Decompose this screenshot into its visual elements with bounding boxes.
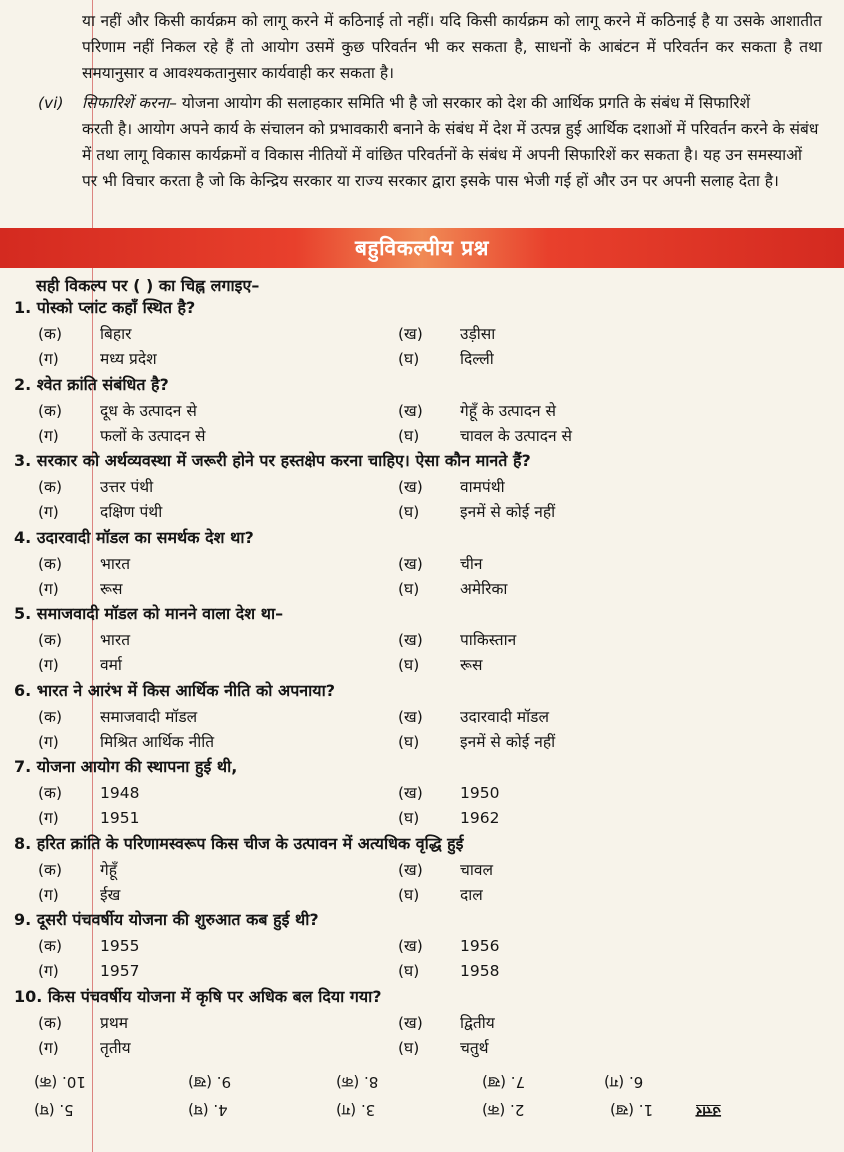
option-label: (ग) (38, 1039, 59, 1057)
option-text: उदारवादी मॉडल (460, 708, 549, 726)
option-text: गेहूँ (100, 861, 117, 879)
option-text: अमेरिका (460, 580, 508, 598)
option-c (38, 424, 206, 446)
option-text: समाजवादी मॉडल (100, 708, 198, 726)
option-label: (ग) (38, 350, 59, 368)
option-text: बिहार (100, 325, 132, 343)
option-d (398, 730, 555, 752)
option-d (398, 347, 494, 369)
option-text: द्वितीय (460, 1014, 495, 1032)
option-text: इनमें से कोई नहीं (460, 733, 556, 751)
point-first-line: योजना आयोग की सलाहकार समिति भी है जो सरकार को देश की आर्थिक प्रगति के संबंध में सिफारिशें (181, 94, 751, 112)
option-text: उत्तर पंथी (100, 478, 154, 496)
option-b (398, 858, 493, 880)
option-c (38, 806, 139, 828)
recommendations-paragraph (38, 90, 822, 194)
option-label: (घ) (398, 580, 420, 598)
point-body: करती है। आयोग अपने कार्य के संचालन को प्रभावकारी बनाने के संबंध में देश में उत्पन्न हुई आर्थिक दशाओं में परिवर्तन करने के संबंध में तथा लागू विकास कार्यक्रमों व विकास नीतियों में वांछित परिवर्तनों के संबंध में अपनी सिफारिशें कर सकता है। यह उन समस्याओं पर भी विचार करता है जो कि केन्द्रिय सरकार या राज्य सरकार द्वारा इसके पास भेजी गई हों और उन पर अपनी सलाह देता है। (82, 120, 819, 190)
option-label: (घ) (398, 503, 420, 521)
option-text: चतुर्थ (460, 1039, 489, 1057)
option-c (38, 730, 214, 752)
answer-item: 3. (ग) (336, 1101, 376, 1119)
option-a (38, 781, 139, 803)
option-text: दिल्ली (460, 350, 494, 368)
option-label: (ख) (398, 784, 423, 802)
option-text: 1958 (460, 962, 500, 980)
option-b (398, 705, 549, 727)
option-a (38, 628, 130, 650)
question-text: 3. सरकार को अर्थव्यवस्था में जरूरी होने पर हस्तक्षेप करना चाहिए। ऐसा कौन मानते हैं? (14, 451, 531, 470)
option-label: (घ) (398, 886, 420, 904)
point-number: (vi) (38, 94, 64, 112)
option-label: (ग) (38, 427, 59, 445)
point-heading: सिफारिशें करना– (82, 94, 177, 112)
option-label: (ख) (398, 402, 423, 420)
option-label: (क) (38, 325, 62, 343)
option-text: गेहूँ के उत्पादन से (460, 402, 556, 420)
question-text: 5. समाजवादी मॉडल को मानने वाला देश था– (14, 604, 284, 623)
option-d (398, 806, 499, 828)
option-label: (ख) (398, 631, 423, 649)
option-a (38, 858, 117, 880)
question-text: 6. भारत ने आरंभ में किस आर्थिक नीति को अपनाया? (14, 681, 336, 700)
option-label: (ख) (398, 937, 423, 955)
option-a (38, 1011, 128, 1033)
option-d (398, 1036, 489, 1058)
option-text: वामपंथी (460, 478, 505, 496)
option-text: रूस (460, 656, 483, 674)
option-text: ईख (100, 886, 121, 904)
option-label: (ग) (38, 503, 59, 521)
option-label: (ख) (398, 1014, 423, 1032)
option-c (38, 653, 122, 675)
option-text: दाल (460, 886, 483, 904)
option-text: इनमें से कोई नहीं (460, 503, 556, 521)
option-label: (ग) (38, 733, 59, 751)
option-c (38, 500, 162, 522)
option-b (398, 399, 556, 421)
option-text: चीन (460, 555, 483, 573)
option-c (38, 1036, 131, 1058)
option-label: (ख) (398, 861, 423, 879)
option-text: फलों के उत्पादन से (100, 427, 206, 445)
option-b (398, 322, 495, 344)
option-a (38, 399, 197, 421)
option-a (38, 475, 153, 497)
answer-item: 5. (घ) (34, 1101, 74, 1119)
section-title: बहुविकल्पीय प्रश्न (354, 236, 490, 260)
question-text: 1. पोस्को प्लांट कहाँ स्थित है? (14, 298, 196, 317)
answer-key (0, 1068, 844, 1128)
option-c (38, 959, 139, 981)
option-text: 1962 (460, 809, 500, 827)
option-label: (ख) (398, 555, 423, 573)
option-label: (क) (38, 478, 62, 496)
option-d (398, 424, 572, 446)
option-label: (क) (38, 402, 62, 420)
option-c (38, 577, 123, 599)
question-text: 9. दूसरी पंचवर्षीय योजना की शुरुआत कब हुई थी? (14, 910, 319, 929)
option-label: (ग) (38, 656, 59, 674)
answer-item: 1. (ख) (610, 1101, 654, 1119)
question-text: 4. उदारवादी मॉडल का समर्थक देश था? (14, 528, 254, 547)
option-text: भारत (100, 555, 131, 573)
option-label: (घ) (398, 1039, 420, 1057)
option-label: (घ) (398, 962, 420, 980)
answer-item: 4. (घ) (188, 1101, 228, 1119)
option-text: चावल (460, 861, 493, 879)
option-a (38, 705, 197, 727)
option-c (38, 883, 120, 905)
intro-paragraph: या नहीं और किसी कार्यक्रम को लागू करने में कठिनाई तो नहीं। यदि किसी कार्यक्रम को लागू करने में कठिनाई है या उसके आशातीत परिणाम नहीं निकल रहे हैं तो आयोग उसमें कुछ परिवर्तन भी कर सकता है, साधनों के आबंटन में परिवर्तन कर सकता है तथा समयानुसार व आवश्यकतानुसार कार्यवाही कर सकता है। (82, 12, 822, 82)
option-label: (ख) (398, 325, 423, 343)
option-text: प्रथम (100, 1014, 128, 1032)
option-b (398, 934, 499, 956)
option-b (398, 552, 482, 574)
option-label: (क) (38, 708, 62, 726)
option-b (398, 628, 516, 650)
option-text: 1951 (100, 809, 140, 827)
option-label: (क) (38, 784, 62, 802)
question-text: 8. हरित क्रांति के परिणामस्वरूप किस चीज के उत्पावन में अत्यधिक वृद्धि हुई (14, 834, 464, 853)
option-d (398, 959, 499, 981)
option-label: (घ) (398, 733, 420, 751)
instruction-text: सही विकल्प पर ( ) का चिह्न लगाइए– (36, 276, 260, 295)
option-b (398, 475, 505, 497)
option-d (398, 500, 555, 522)
option-text: भारत (100, 631, 131, 649)
option-label: (ग) (38, 962, 59, 980)
option-text: 1956 (460, 937, 500, 955)
option-label: (क) (38, 861, 62, 879)
option-a (38, 552, 130, 574)
answer-key-title: उत्तर (696, 1103, 721, 1121)
option-b (398, 1011, 495, 1033)
option-label: (ग) (38, 580, 59, 598)
option-text: 1948 (100, 784, 140, 802)
answer-item: 9. (ख) (188, 1073, 232, 1091)
option-text: दूध के उत्पादन से (100, 402, 197, 420)
question-text: 2. श्वेत क्रांति संबंधित है? (14, 375, 169, 394)
option-c (38, 347, 157, 369)
option-label: (क) (38, 555, 62, 573)
option-d (398, 577, 507, 599)
answer-item: 10. (क) (34, 1073, 86, 1091)
question-text: 7. योजना आयोग की स्थापना हुई थी, (14, 757, 238, 776)
option-d (398, 883, 483, 905)
option-a (38, 322, 131, 344)
option-text: पाकिस्तान (460, 631, 517, 649)
answer-item: 6. (ग) (604, 1073, 644, 1091)
option-a (38, 934, 139, 956)
option-label: (घ) (398, 809, 420, 827)
option-text: मिश्रित आर्थिक नीति (100, 733, 215, 751)
option-label: (ग) (38, 886, 59, 904)
section-banner (0, 228, 844, 268)
option-text: 1957 (100, 962, 140, 980)
option-text: वर्मा (100, 656, 122, 674)
answer-item: 8. (क) (336, 1073, 379, 1091)
option-text: मध्य प्रदेश (100, 350, 157, 368)
option-label: (ग) (38, 809, 59, 827)
option-d (398, 653, 483, 675)
option-text: उड़ीसा (460, 325, 496, 343)
option-b (398, 781, 499, 803)
option-label: (ख) (398, 708, 423, 726)
option-text: चावल के उत्पादन से (460, 427, 573, 445)
option-label: (क) (38, 1014, 62, 1032)
option-text: 1950 (460, 784, 500, 802)
option-label: (घ) (398, 656, 420, 674)
option-text: रूस (100, 580, 123, 598)
option-label: (ख) (398, 478, 423, 496)
option-text: 1955 (100, 937, 140, 955)
answer-item: 7. (ख) (482, 1073, 526, 1091)
question-text: 10. किस पंचवर्षीय योजना में कृषि पर अधिक बल दिया गया? (14, 987, 382, 1006)
option-text: तृतीय (100, 1039, 131, 1057)
answer-item: 2. (क) (482, 1101, 525, 1119)
option-label: (घ) (398, 427, 420, 445)
option-label: (क) (38, 631, 62, 649)
option-label: (घ) (398, 350, 420, 368)
option-text: दक्षिण पंथी (100, 503, 163, 521)
option-label: (क) (38, 937, 62, 955)
